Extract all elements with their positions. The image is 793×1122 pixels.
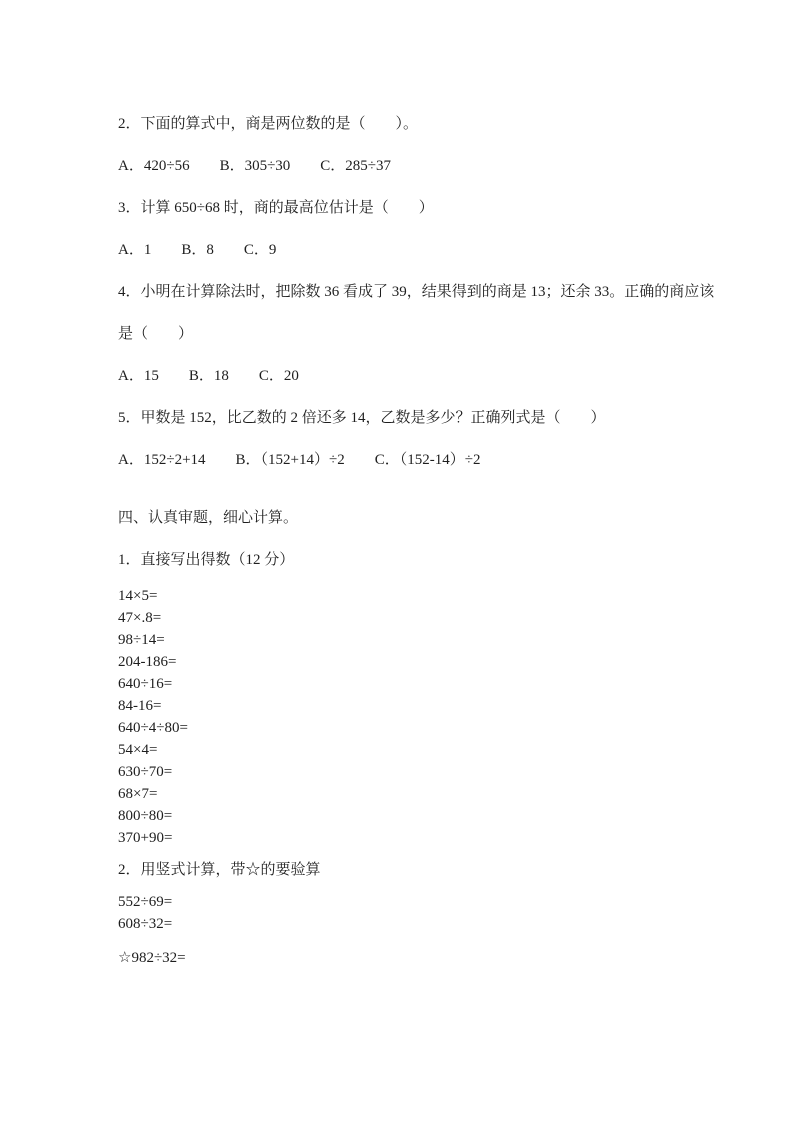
question-line: 2．下面的算式中，商是两位数的是（ ）。 — [118, 116, 419, 132]
calc-line: 14×5= — [118, 588, 158, 604]
part2-title: 2．用竖式计算，带☆的要验算 — [118, 862, 321, 878]
options-line: A．1 B．8 C．9 — [118, 242, 277, 258]
calc-line: 68×7= — [118, 786, 158, 802]
question-line: 是（ ） — [118, 326, 194, 342]
calc-line: 204-186= — [118, 654, 177, 670]
options-line: A．15 B．18 C．20 — [118, 368, 299, 384]
starred-calculation: ☆982÷32= — [118, 950, 186, 966]
section-four-heading: 四、认真审题，细心计算。 — [118, 510, 299, 526]
calc-line: 54×4= — [118, 742, 158, 758]
calc-line: 552÷69= — [118, 894, 173, 910]
calc-line: 608÷32= — [118, 916, 173, 932]
part1-title: 1．直接写出得数（12 分） — [118, 552, 295, 568]
oral-calculation-list — [118, 585, 693, 849]
question-line: 4．小明在计算除法时，把除数 36 看成了 39，结果得到的商是 13；还余 33。正确的商应该 — [118, 284, 715, 300]
calc-line: 640÷4÷80= — [118, 720, 188, 736]
calc-line: 370+90= — [118, 830, 173, 846]
calc-line: 630÷70= — [118, 764, 173, 780]
calc-line: 47×.8= — [118, 610, 162, 626]
question-line: 5．甲数是 152，比乙数的 2 倍还多 14，乙数是多少？正确列式是（ ） — [118, 410, 606, 426]
question-line: 3．计算 650÷68 时，商的最高位估计是（ ） — [118, 200, 434, 216]
vertical-calculation-list — [118, 891, 693, 935]
calc-line: 800÷80= — [118, 808, 173, 824]
options-line: A．152÷2+14 B．（152+14）÷2 C．（152-14）÷2 — [118, 452, 481, 468]
calc-line: 640÷16= — [118, 676, 173, 692]
multiple-choice-section — [118, 103, 715, 481]
calc-line: 98÷14= — [118, 632, 165, 648]
options-line: A．420÷56 B．305÷30 C．285÷37 — [118, 158, 392, 174]
calc-line: 84-16= — [118, 698, 162, 714]
